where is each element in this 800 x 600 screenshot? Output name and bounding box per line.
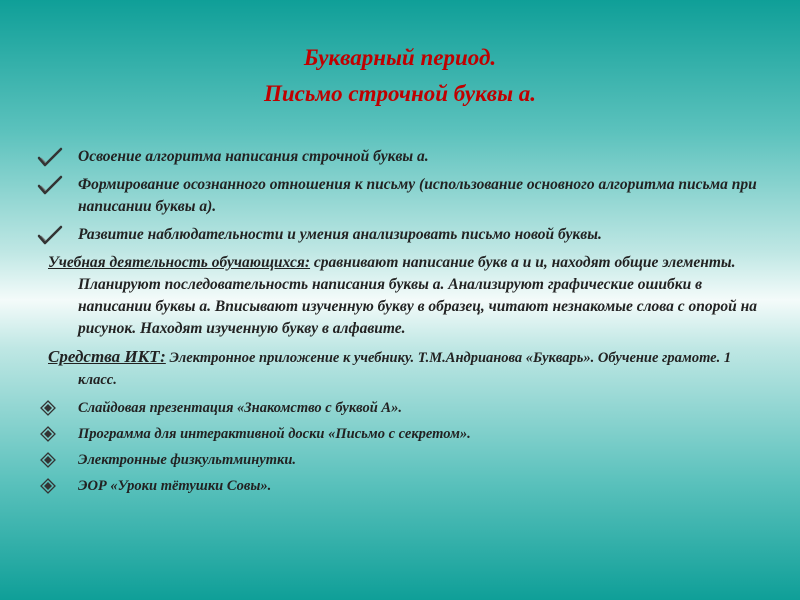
objective-item: [36, 146, 766, 168]
title-line-2: Письмо строчной буквы а.: [263, 81, 537, 106]
slide-title: [0, 40, 800, 112]
resource-item: [36, 475, 766, 497]
ikt-paragraph: [36, 346, 766, 391]
objective-text: Формирование осознанного отношения к письму (использование основного алгоритма письма при написании буквы а).: [78, 176, 757, 215]
resource-text: ЭОР «Уроки тётушки Совы».: [78, 478, 272, 494]
resource-item: [36, 423, 766, 445]
resource-text: Слайдовая презентация «Знакомство с буквой А».: [78, 400, 402, 416]
ikt-label: Средства ИКТ:: [48, 347, 166, 366]
title-line-1: Букварный период.: [303, 45, 497, 70]
diamond-bullet-icon: [40, 452, 56, 468]
resource-item: [36, 397, 766, 419]
slide-content: [36, 146, 766, 501]
resource-text: Электронные физкультминутки.: [78, 452, 297, 468]
objective-text: Развитие наблюдательности и умения анализировать письмо новой буквы.: [78, 226, 602, 243]
activity-label: Учебная деятельность обучающихся:: [48, 254, 311, 271]
diamond-bullet-icon: [40, 400, 56, 416]
ikt-text: Электронное приложение к учебнику. Т.М.Андрианова «Букварь». Обучение грамоте. 1 класс.: [78, 350, 732, 388]
objective-item: [36, 224, 766, 246]
activity-text: сравнивают написание букв а и и, находят общие элементы. Планируют последовательность написания буквы а. Анализируют графические ошибки в написании буквы а. Вписывают изученную букву в образец, читают незнакомые слова с опорой на рисунок. Находят изученную букву в алфавите.: [78, 254, 757, 337]
checkmark-icon: [36, 224, 64, 246]
objective-item: [36, 174, 766, 218]
checkmark-icon: [36, 146, 64, 168]
resource-item: [36, 449, 766, 471]
diamond-bullet-icon: [40, 426, 56, 442]
resource-text: Программа для интерактивной доски «Письмо с секретом».: [78, 426, 471, 442]
objective-text: Освоение алгоритма написания строчной буквы а.: [78, 148, 429, 165]
checkmark-icon: [36, 174, 64, 196]
diamond-bullet-icon: [40, 478, 56, 494]
activity-paragraph: [36, 252, 766, 340]
